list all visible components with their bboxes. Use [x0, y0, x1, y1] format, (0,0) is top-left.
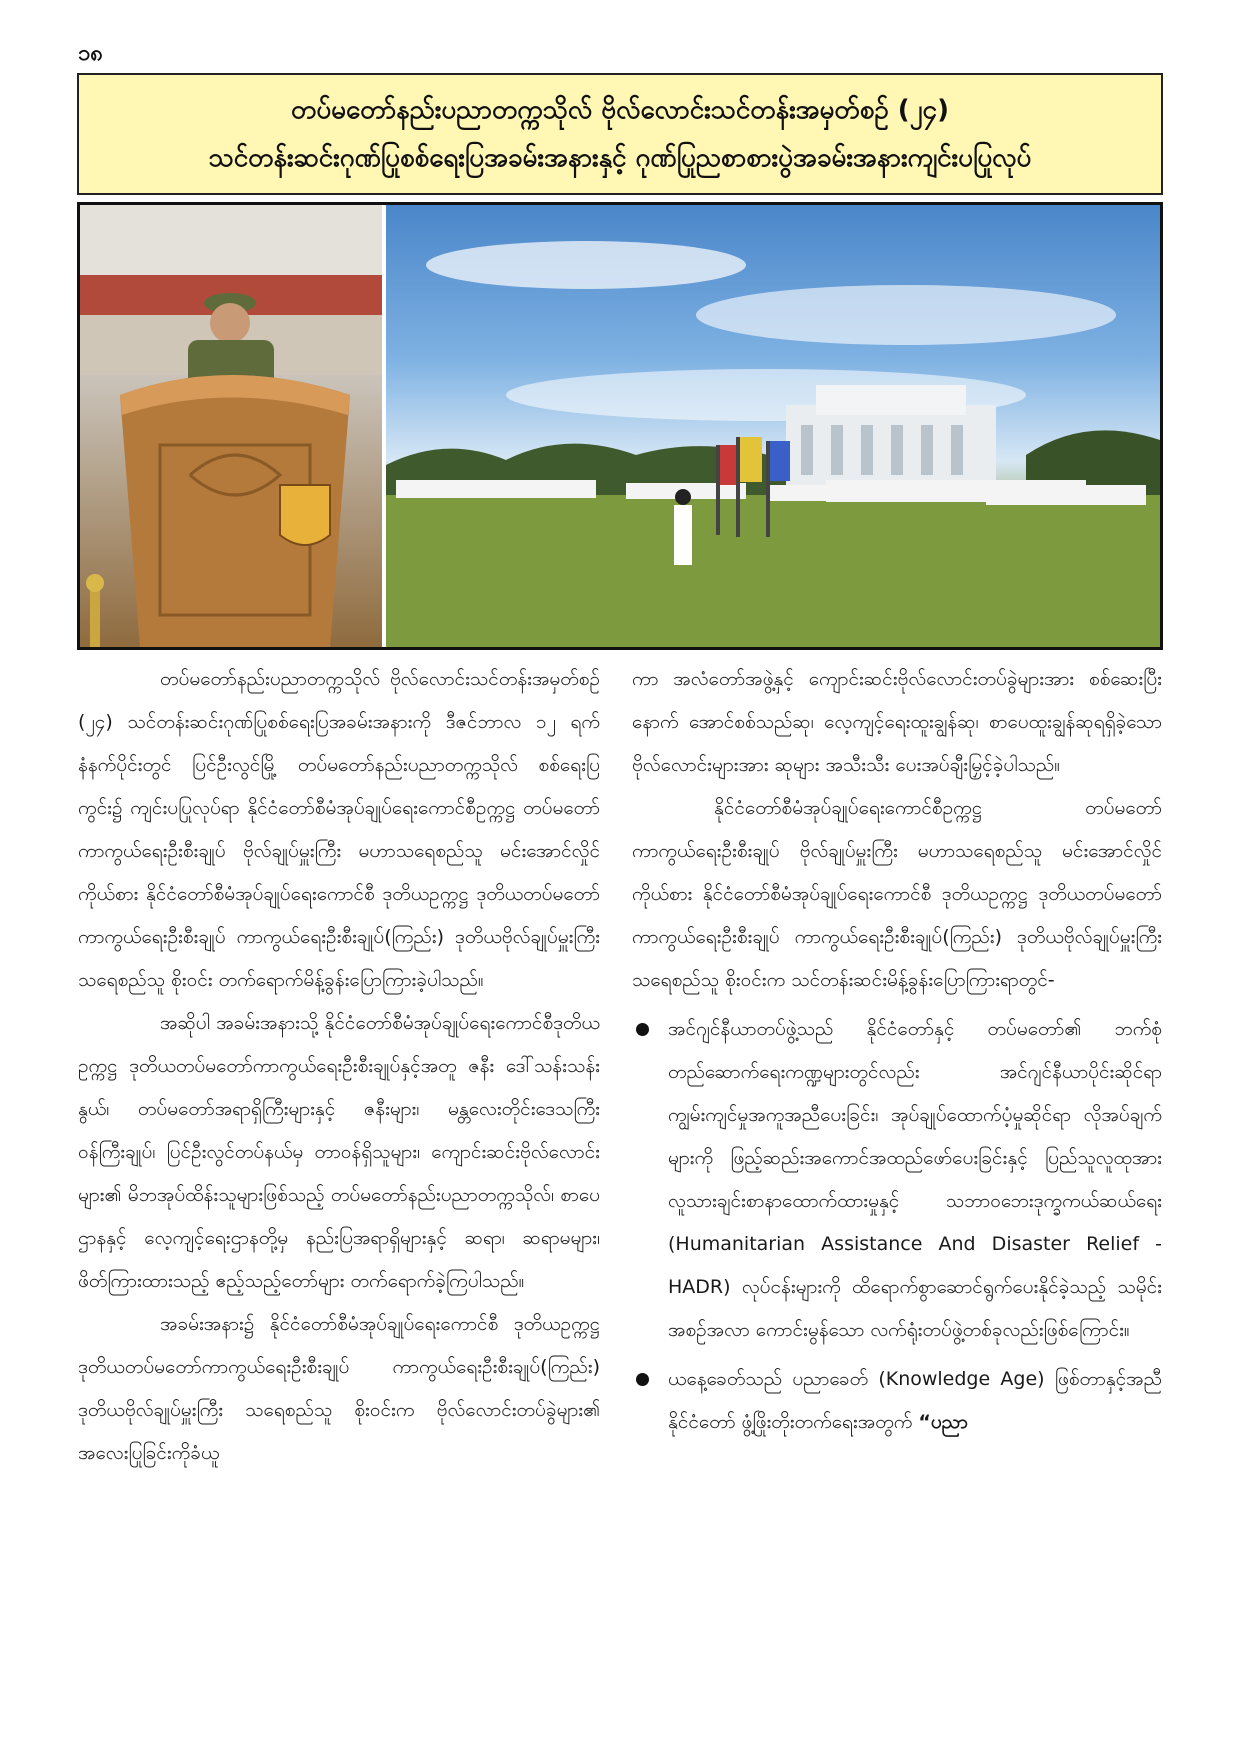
right-paragraph-1: ကာ အလံတော်အဖွဲ့နှင့် ကျောင်းဆင်းဗိုလ်လောင်းတပ်ခွဲများအား စစ်ဆေးပြီးနောက် အောင်စစ်သည်ဆု၊ လေ့ကျင့်ရေးထူးချွန်ဆု၊ စာပေထူးချွန်ဆုရရှိခဲ့သော ဗိုလ်လောင်းများအား ဆုများ အသီးသီး ပေးအပ်ချီးမြှင့်ခဲ့ပါသည်။: [632, 668, 1162, 776]
podium-photo: [80, 205, 382, 647]
podium-illustration: [80, 205, 382, 647]
bullet-text-2-bold: “ပညာ: [918, 1411, 968, 1433]
headline-box: [77, 73, 1163, 195]
left-paragraph-3: အခမ်းအနား၌ နိုင်ငံတော်စီမံအုပ်ချုပ်ရေးကောင်စီ ဒုတိယဥက္ကဋ္ဌ ဒုတိယတပ်မတော်ကာကွယ်ရေးဦးစီးချုပ် ကာကွယ်ရေးဦးစီးချုပ်(ကြည်း) ဒုတိယဗိုလ်ချုပ်မှူးကြီး သရေစည်သူ စိုးဝင်းက ဗိုလ်လောင်းတပ်ခွဲများ၏ အလေးပြုခြင်းကိုခံယူ: [78, 1313, 600, 1464]
headline-line-1: တပ်မတော်နည်းပညာတက္ကသိုလ် ဗိုလ်လောင်းသင်တန်းအမှတ်စဉ် (၂၄): [291, 95, 949, 125]
headline-line-2: သင်တန်းဆင်းဂုဏ်ပြုစစ်ရေးပြအခမ်းအနားနှင့် ဂုဏ်ပြုညစာစားပွဲအခမ်းအနားကျင်းပပြုလုပ်: [208, 143, 1032, 173]
right-column: [632, 658, 1162, 1444]
bullet-item-1: [632, 1008, 1162, 1352]
left-paragraph-2: အဆိုပါ အခမ်းအနားသို့ နိုင်ငံတော်စီမံအုပ်ချုပ်ရေးကောင်စီဒုတိယဥက္ကဋ္ဌ ဒုတိယတပ်မတော်ကာကွယ်ရေးဦးစီးချုပ်နှင့်အတူ ဇနီး ဒေါ်သန်းသန်းနွယ်၊ တပ်မတော်အရာရှိကြီးများနှင့် ဇနီးများ၊ မန္တလေးတိုင်းဒေသကြီးဝန်ကြီးချုပ်၊ ပြင်ဦးလွင်တပ်နယ်မှ တာဝန်ရှိသူများ၊ ကျောင်းဆင်းဗိုလ်လောင်းများ၏ မိဘအုပ်ထိန်းသူများဖြစ်သည့် တပ်မတော်နည်းပညာတက္ကသိုလ်၊ စာပေဌာနနှင့် လေ့ကျင့်ရေးဌာနတို့မှ နည်းပြအရာရှိများနှင့် ဆရာ၊ ဆရာမများ၊ ဖိတ်ကြားထားသည့် ဧည့်သည့်တော်များ တက်ရောက်ခဲ့ကြပါသည်။: [78, 1012, 600, 1292]
left-column: [78, 658, 600, 1475]
left-paragraph-1: တပ်မတော်နည်းပညာတက္ကသိုလ် ဗိုလ်လောင်းသင်တန်းအမှတ်စဉ် (၂၄) သင်တန်းဆင်းဂုဏ်ပြုစစ်ရေးပြအခမ်းအနားကို ဒီဇင်ဘာလ ၁၂ ရက်နံနက်ပိုင်းတွင် ပြင်ဦးလွင်မြို့ တပ်မတော်နည်းပညာတက္ကသိုလ် စစ်ရေးပြကွင်း၌ ကျင်းပပြုလုပ်ရာ နိုင်ငံတော်စီမံအုပ်ချုပ်ရေးကောင်စီဥက္ကဋ္ဌ တပ်မတော်ကာကွယ်ရေးဦးစီးချုပ် ဗိုလ်ချုပ်မှူးကြီး မဟာသရေစည်သူ မင်းအောင်လှိုင်ကိုယ်စား နိုင်ငံတော်စီမံအုပ်ချုပ်ရေးကောင်စီ ဒုတိယဥက္ကဋ္ဌ ဒုတိယတပ်မတော်ကာကွယ်ရေးဦးစီးချုပ် ကာကွယ်ရေးဦးစီးချုပ်(ကြည်း) ဒုတိယဗိုလ်ချုပ်မှူးကြီး သရေစည်သူ စိုးဝင်း တက်ရောက်မိန့်ခွန်းပြောကြားခဲ့ပါသည်။: [78, 668, 600, 991]
parade-illustration: [386, 205, 1160, 647]
bullet-text-2: ယနေ့ခေတ်သည် ပညာခေတ် (Knowledge Age) ဖြစ်တာနှင့်အညီ နိုင်ငံတော် ဖွံ့ဖြိုးတိုးတက်ရေးအတွက်: [668, 1368, 1162, 1433]
page-number: ၁၈: [78, 41, 103, 66]
parade-photo: [386, 205, 1160, 647]
right-paragraph-2: နိုင်ငံတော်စီမံအုပ်ချုပ်ရေးကောင်စီဥက္ကဋ္ဌ တပ်မတော်ကာကွယ်ရေးဦးစီးချုပ် ဗိုလ်ချုပ်မှူးကြီး မဟာသရေစည်သူ မင်းအောင်လှိုင်ကိုယ်စား နိုင်ငံတော်စီမံအုပ်ချုပ်ရေးကောင်စီ ဒုတိယဥက္ကဋ္ဌ ဒုတိယတပ်မတော်ကာကွယ်ရေးဦးစီးချုပ် ကာကွယ်ရေးဦးစီးချုပ်(ကြည်း) ဒုတိယဗိုလ်ချုပ်မှူးကြီး သရေစည်သူ စိုးဝင်းက သင်တန်းဆင်းမိန့်ခွန်းပြောကြားရာတွင်-: [632, 797, 1162, 991]
bullet-item-2: [632, 1358, 1162, 1444]
bullet-dot-icon: [636, 1023, 649, 1036]
photo-frame: [77, 202, 1163, 650]
bullet-dot-icon: [636, 1373, 649, 1386]
bullet-text-1: အင်ဂျင်နီယာတပ်ဖွဲ့သည် နိုင်ငံတော်နှင့် တပ်မတော်၏ ဘက်စုံတည်ဆောက်ရေးကဏ္ဍများတွင်လည်း အင်ဂျင်နီယာပိုင်းဆိုင်ရာ ကျွမ်းကျင်မှုအကူအညီပေးခြင်း၊ အုပ်ချုပ်ထောက်ပံ့မှုဆိုင်ရာ လိုအပ်ချက်များကို ဖြည့်ဆည်းအကောင်အထည်ဖော်ပေးခြင်းနှင့် ပြည်သူလူထုအား လူသားချင်းစာနာထောက်ထားမှုနှင့် သဘာဝဘေးဒုက္ခကယ်ဆယ်ရေး (Humanitarian Assistance And Disaster Relief - HADR) လုပ်ငန်းများကို ထိရောက်စွာဆောင်ရွက်ပေးနိုင်ခဲ့သည့် သမိုင်းအစဉ်အလာ ကောင်းမွန်သော လက်ရုံးတပ်ဖွဲ့တစ်ခုလည်းဖြစ်ကြောင်း။: [668, 1018, 1162, 1341]
